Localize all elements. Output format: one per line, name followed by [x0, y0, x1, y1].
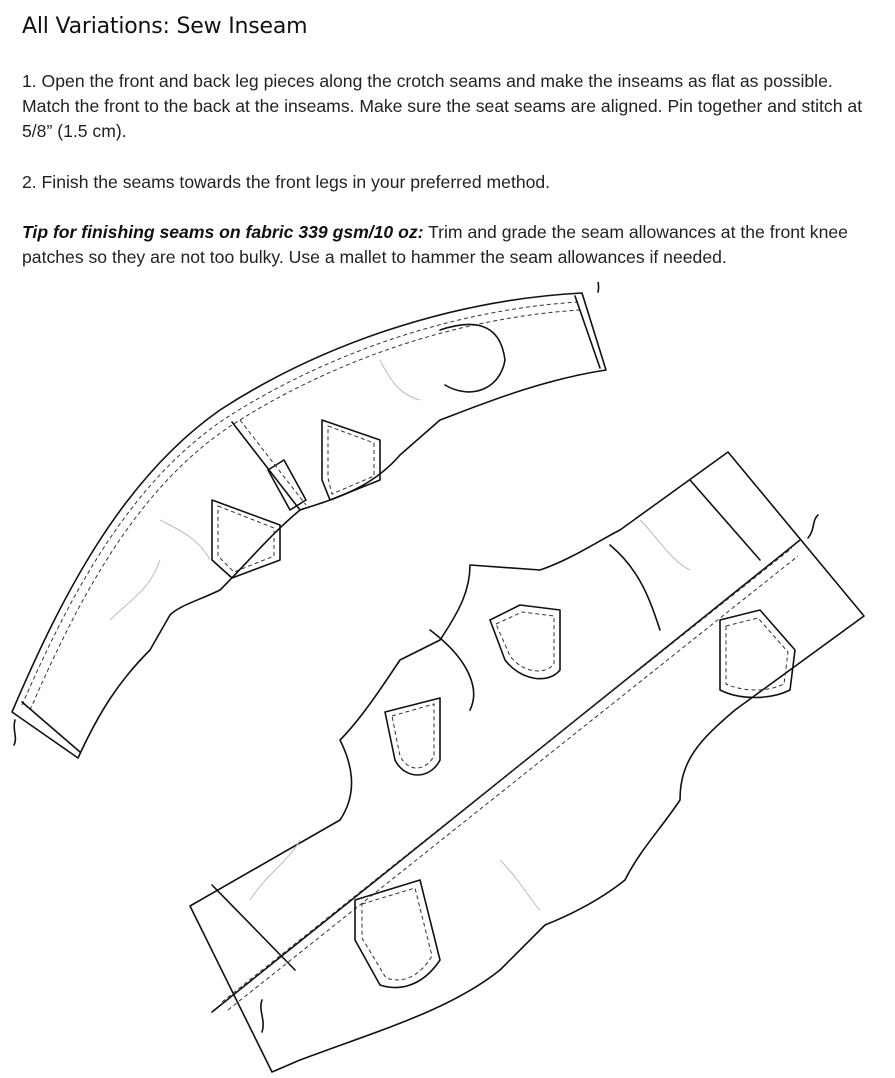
white-knee-patch-1 [355, 880, 440, 987]
thread-tail-4 [261, 1000, 263, 1032]
gray-leg-outline [12, 293, 606, 758]
page-title: All Variations: Sew Inseam [22, 14, 308, 39]
gray-fold-2 [380, 360, 420, 400]
white-yoke-seam-2 [610, 545, 660, 630]
center-inseam-line [212, 540, 800, 1012]
opened-legs-wrong-side [12, 293, 606, 758]
white-knee-patch-2-stitch [726, 618, 788, 690]
white-fold-3 [500, 860, 540, 910]
gray-yoke-stitch [240, 420, 306, 505]
step-2-text: 2. Finish the seams towards the front legs in your preferred method. [22, 172, 551, 192]
white-back-pocket-1-stitch [392, 704, 434, 768]
upper-waist-line [690, 480, 760, 560]
white-fold-1 [250, 840, 300, 900]
white-fold-2 [640, 520, 690, 570]
thread-tail-2 [14, 720, 15, 745]
white-back-pocket-1 [385, 698, 440, 775]
white-knee-patch-1-stitch [362, 888, 432, 980]
white-leg-outline [190, 452, 864, 1072]
tip-paragraph [22, 220, 882, 270]
white-back-pocket-2-stitch [496, 612, 554, 671]
gray-leg-topstitch-2 [30, 310, 580, 710]
center-inseam-stitch-2 [228, 556, 798, 1010]
gray-fold-1 [110, 560, 160, 620]
tip-text: Trim and grade the seam allowances at the front knee patches so they are not too bulky. Use a mallet to hammer the seam allowances if needed. [22, 222, 848, 267]
tip-label: Tip for finishing seams on fabric 339 gsm/10 oz: [22, 222, 424, 242]
thread-tail-1 [598, 282, 600, 292]
gray-pocket [440, 324, 505, 391]
step-1-text: 1. Open the front and back leg pieces along the crotch seams and make the inseams as flat as possible. Match the front to the back at the inseams. Make sure the seat seams are aligned. Pin together and stitch at 5/8” (1.5 cm). [22, 71, 863, 141]
opened-legs-right-side [190, 452, 864, 1072]
gray-belt-loop [268, 460, 306, 510]
gray-fold-3 [160, 520, 210, 560]
gray-yoke-seam [232, 422, 300, 510]
inseam-illustration [0, 282, 895, 1078]
lower-hem-line [212, 885, 295, 970]
center-inseam-stitch [222, 548, 792, 1002]
gray-hem-line [22, 702, 80, 752]
thread-tail-3 [808, 515, 818, 538]
white-knee-patch-2 [720, 610, 795, 698]
gray-waist-line [575, 296, 600, 368]
